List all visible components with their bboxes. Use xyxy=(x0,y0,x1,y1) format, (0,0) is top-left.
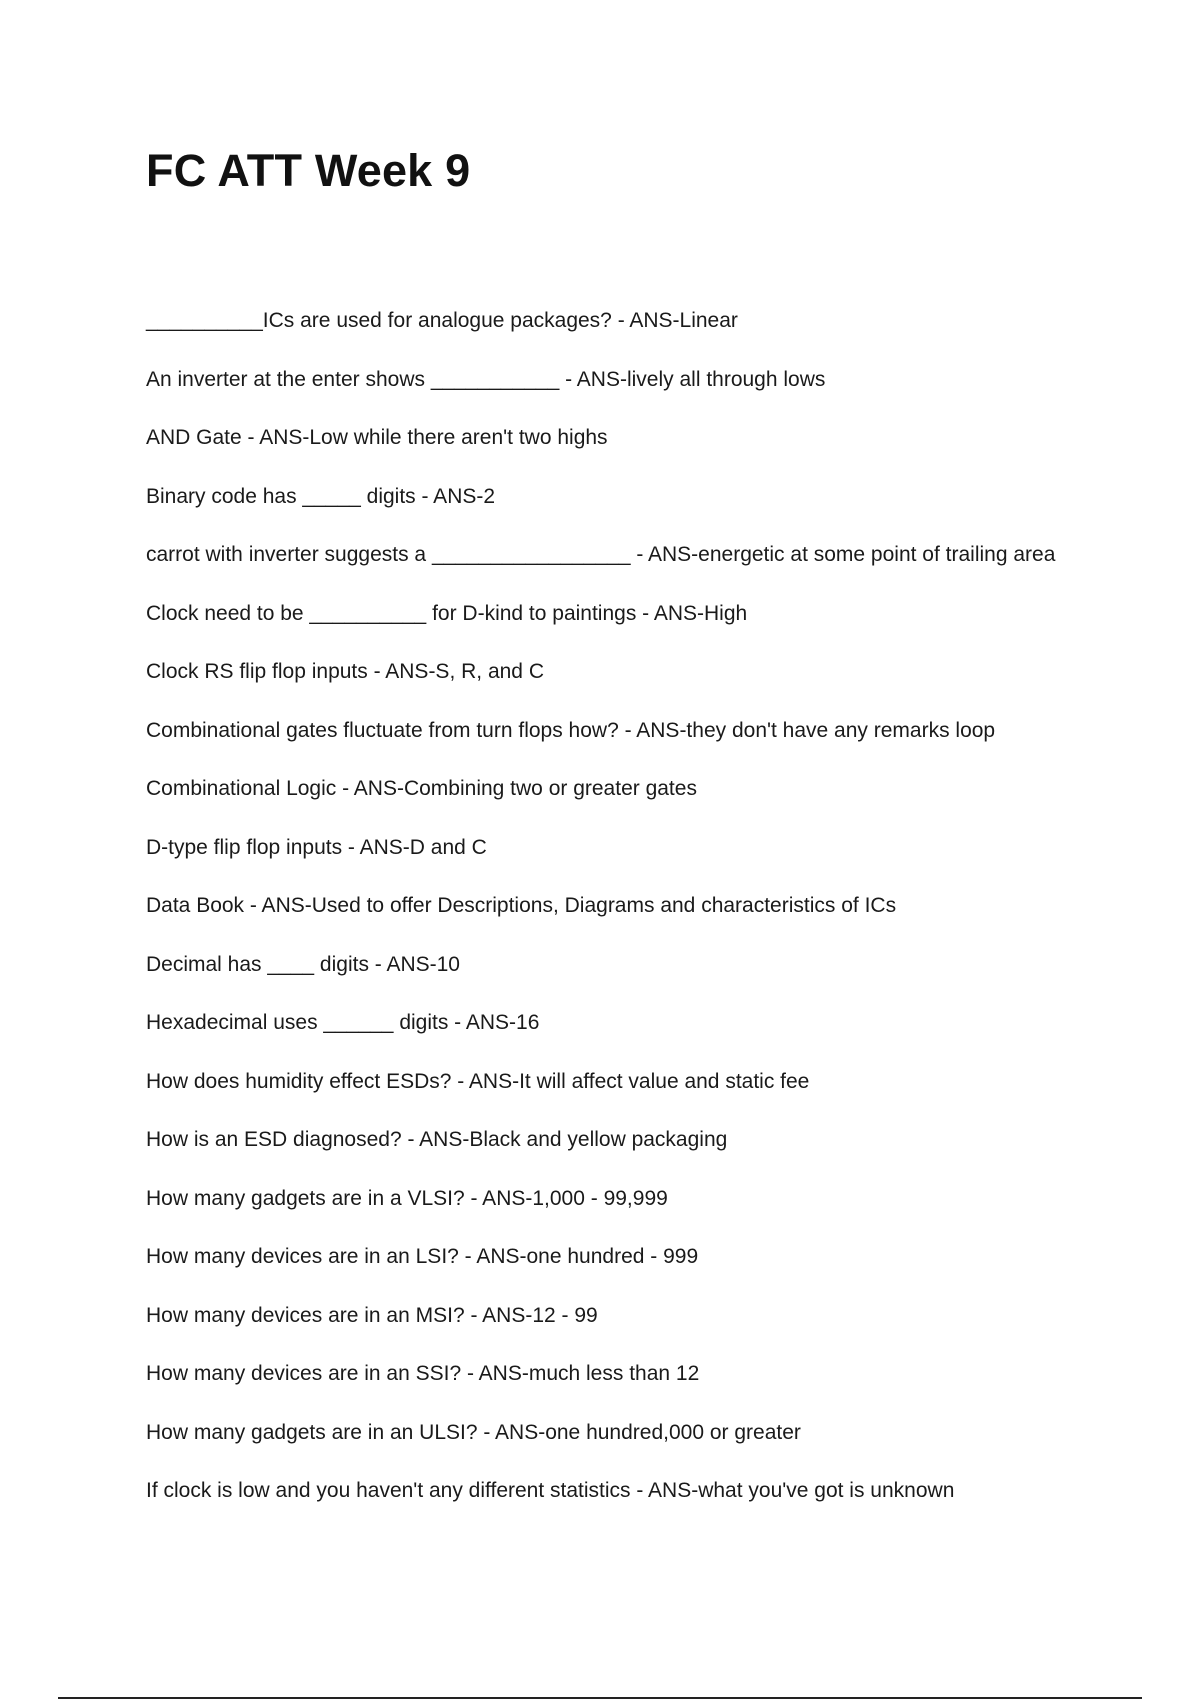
qa-list xyxy=(146,306,1056,1535)
qa-item: carrot with inverter suggests a _________________ - ANS-energetic at some point of trailing area xyxy=(146,543,1056,566)
qa-item: Data Book - ANS-Used to offer Descriptions, Diagrams and characteristics of ICs xyxy=(146,894,897,917)
qa-item: Binary code has _____ digits - ANS-2 xyxy=(146,484,496,508)
footer-divider xyxy=(58,1697,1142,1699)
qa-item: An inverter at the enter shows ___________ - ANS-lively all through lows xyxy=(146,367,826,391)
qa-item: Decimal has ____ digits - ANS-10 xyxy=(146,952,460,976)
document-title: FC ATT Week 9 xyxy=(146,145,471,196)
qa-item: How many gadgets are in an ULSI? - ANS-one hundred,000 or greater xyxy=(146,1420,801,1444)
qa-item: How many gadgets are in a VLSI? - ANS-1,000 - 99,999 xyxy=(146,1186,668,1210)
qa-item: How does humidity effect ESDs? - ANS-It will affect value and static fee xyxy=(146,1069,810,1093)
qa-item: __________ICs are used for analogue packages? - ANS-Linear xyxy=(146,309,738,332)
qa-item: How is an ESD diagnosed? - ANS-Black and yellow packaging xyxy=(146,1128,728,1151)
qa-item: Hexadecimal uses ______ digits - ANS-16 xyxy=(146,1011,540,1034)
qa-item: AND Gate - ANS-Low while there aren't two highs xyxy=(146,426,608,449)
qa-item: If clock is low and you haven't any different statistics - ANS-what you've got is unknown xyxy=(146,1479,955,1502)
qa-item: How many devices are in an SSI? - ANS-much less than 12 xyxy=(146,1362,700,1385)
qa-item: How many devices are in an LSI? - ANS-one hundred - 999 xyxy=(146,1245,699,1268)
qa-item: D-type flip flop inputs - ANS-D and C xyxy=(146,835,487,859)
qa-item: How many devices are in an MSI? - ANS-12 - 99 xyxy=(146,1303,598,1327)
qa-item: Clock RS flip flop inputs - ANS-S, R, and C xyxy=(146,660,544,683)
qa-item: Combinational Logic - ANS-Combining two or greater gates xyxy=(146,777,697,800)
qa-item: Combinational gates fluctuate from turn flops how? - ANS-they don't have any remarks loop xyxy=(146,718,996,742)
qa-item: Clock need to be __________ for D-kind to paintings - ANS-High xyxy=(146,601,748,625)
